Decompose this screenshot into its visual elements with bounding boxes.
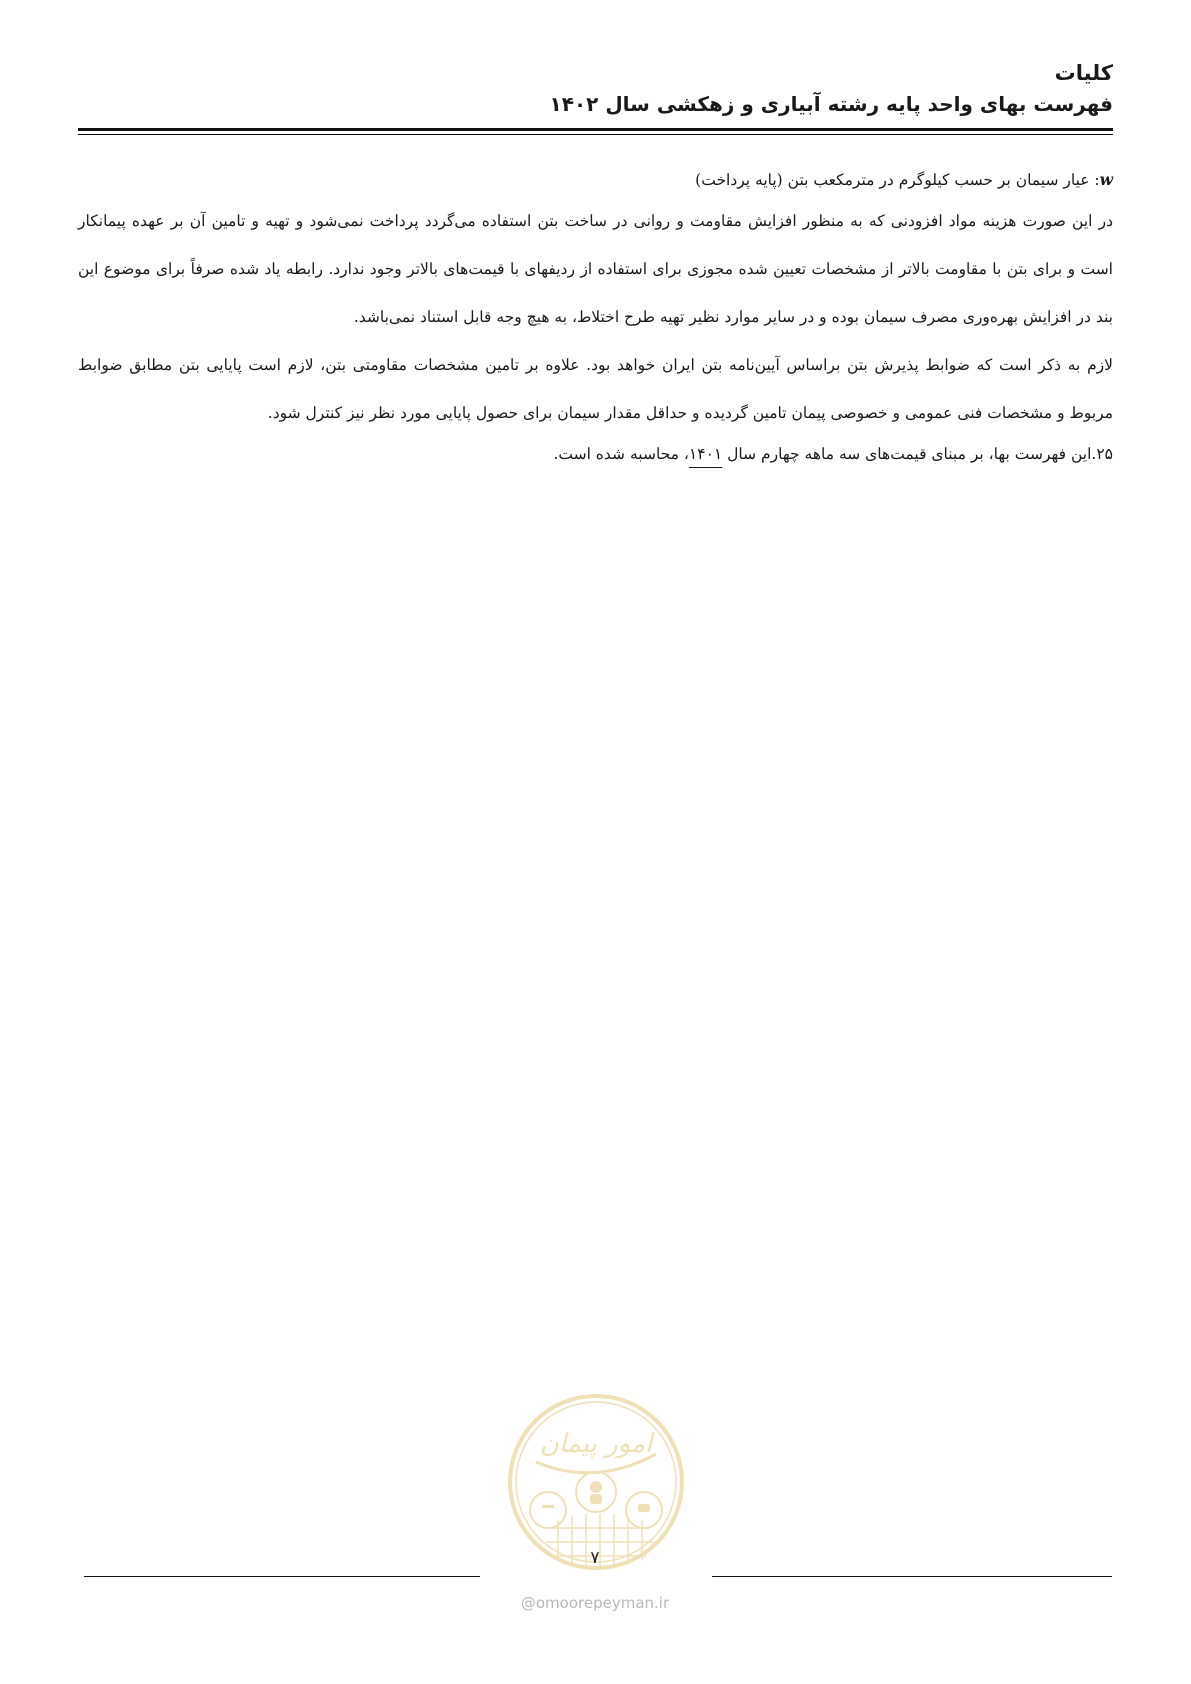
watermark-logo [506,1392,686,1572]
header-rule-thick [78,128,1113,131]
footer-rule-right [712,1576,1112,1577]
paragraph-acceptance: لازم به ذکر است که ضوابط پذیرش بتن براساس آیین‌نامه بتن ایران خواهد بود. علاوه بر تامین مشخصات مقاومتی بتن، لازم است پایایی بتن مطابق ضوابط مربوط و مشخصات فنی عمومی و خصوصی پیمان تامین گردیده و حداقل مقدار سیمان برای حصول پایایی مورد نظر نیز کنترل شود. [78,356,1113,422]
note-25-suffix: ، محاسبه شده است. [553,445,689,463]
paragraph-admixtures: در این صورت هزینه مواد افزودنی که به منظور افزایش مقاومت و روانی در ساخت بتن استفاده می‌گردد پرداخت نمی‌شود و تهیه و تامین آن بر عهده پیمانکار است و برای بتن با مقاومت بالاتر از مشخصات تعیین شده مجوزی برای استفاده از ردیفهای با قیمت‌های بالاتر وجود ندارد. رابطه یاد شده صرفاً برای موضوع این بند در افزایش بهره‌وری مصرف سیمان بوده و در سایر موارد نظیر تهیه طرح اختلاط، به هیچ وجه قابل استناد نمی‌باشد. [78,212,1113,326]
document-subtitle: فهرست بهای واحد پایه رشته آبیاری و زهکشی سال ۱۴۰۲ [549,92,1113,116]
watermark-url: @omoorepeyman.ir [520,1594,670,1612]
section-title: کلیات [1054,61,1113,85]
variable-w: w [1099,170,1113,189]
header-rule-thin [78,134,1113,135]
note-25 [78,437,1113,471]
definition-line [78,163,1113,197]
note-25-year: ۱۴۰۱ [688,445,723,463]
watermark-logo-text: امور پیمان [539,1429,653,1459]
definition-text: : عیار سیمان بر حسب کیلوگرم در مترمکعب بتن (پایه پرداخت) [695,171,1100,189]
note-25-prefix: ۲۵.این فهرست بها، بر مبنای قیمت‌های سه ماهه چهارم سال [722,445,1113,463]
page-number: ۷ [590,1548,600,1568]
page-header [78,58,1113,120]
footer-rule-left [84,1576,480,1577]
page-body [78,163,1113,471]
